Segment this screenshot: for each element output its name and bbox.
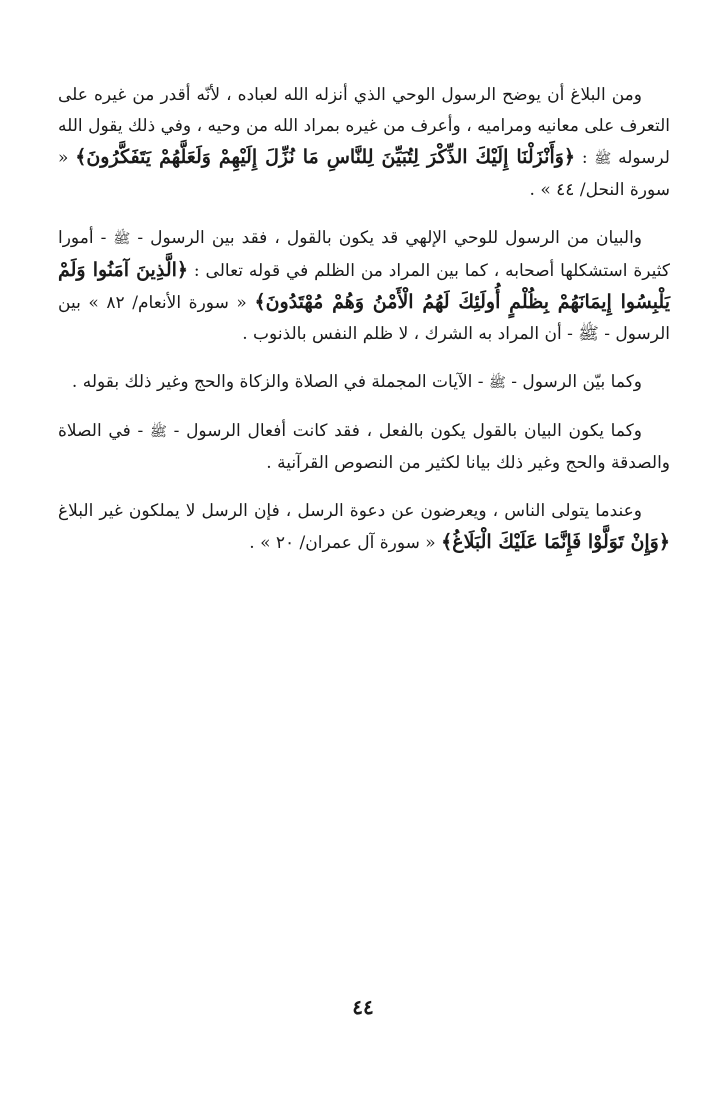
paragraph-text: وكما يكون البيان بالقول يكون بالفعل ، فقد كانت أفعال الرسول - bbox=[166, 421, 642, 441]
paragraph-text: وعندما يتولى الناس ، ويعرضون عن دعوة الرسل ، فإن الرسل لا يملكون غير البلاغ bbox=[58, 501, 642, 521]
paragraph-5 bbox=[58, 496, 670, 559]
paragraph-text: ومن البلاغ أن يوضح الرسول الوحي الذي أنزله الله لعباده ، لأنّه أقدر من غيره على التعرف على معانيه ومراميه ، وأعرف من غيره بمراد الله من وحيه ، وفي ذلك يقول الله لرسوله bbox=[58, 85, 670, 168]
quran-verse: ﴿وَإِنْ تَوَلَّوْا فَإِنَّمَا عَلَيْكَ الْبَلَاغُ﴾ bbox=[441, 531, 670, 553]
paragraph-text: : bbox=[575, 148, 595, 168]
salawat-glyph: ﷺ bbox=[488, 375, 506, 391]
salawat-glyph: ﷺ bbox=[113, 231, 131, 247]
paragraph-text: - في الصلاة والصدقة والحج وغير ذلك بيانا لكثير من النصوص القرآنية . bbox=[58, 421, 670, 473]
page-body bbox=[58, 80, 670, 576]
paragraph-1 bbox=[58, 80, 670, 206]
paragraph-4 bbox=[58, 416, 670, 479]
quran-verse: ﴿الَّذِينَ آمَنُوا وَلَمْ يَلْبِسُوا إِيمَانَهُمْ بِظُلْمٍ أُولَئِكَ لَهُمُ الْأَمْنُ وَهُمْ مُهْتَدُونَ﴾ bbox=[58, 259, 671, 313]
paragraph-text: والبيان من الرسول للوحي الإلهي قد يكون بالقول ، فقد بين الرسول - bbox=[130, 228, 642, 248]
paragraph-text: - الآيات المجملة في الصلاة والزكاة والحج وغير ذلك بقوله . bbox=[71, 372, 489, 392]
quran-verse: ﴿وَأَنْزَلْنَا إِلَيْكَ الذِّكْرَ لِتُبَيِّنَ لِلنَّاسِ مَا نُزِّلَ إِلَيْهِمْ وَلَعَلَّهُمْ يَتَفَكَّرُونَ﴾ bbox=[75, 146, 576, 168]
paragraph-3 bbox=[58, 367, 670, 399]
verse-reference: « سورة النحل/ ٤٤ » . bbox=[58, 148, 670, 200]
verse-reference: « سورة الأنعام/ ٨٢ » بين الرسول - ﷺ - أن المراد به الشرك ، لا ظلم النفس بالذنوب . bbox=[58, 293, 670, 344]
paragraph-text: - أمورا كثيرة استشكلها أصحابه ، كما بين المراد من الظلم في قوله تعالى : bbox=[58, 228, 670, 281]
page-number: ٤٤ bbox=[352, 995, 374, 1019]
paragraph-text: وكما بيّن الرسول - bbox=[505, 372, 642, 392]
verse-reference: « سورة آل عمران/ ٢٠ » . bbox=[249, 533, 442, 553]
salawat-glyph: ﷺ bbox=[149, 424, 167, 440]
salawat-glyph: ﷺ bbox=[594, 151, 612, 167]
paragraph-2 bbox=[58, 223, 670, 350]
